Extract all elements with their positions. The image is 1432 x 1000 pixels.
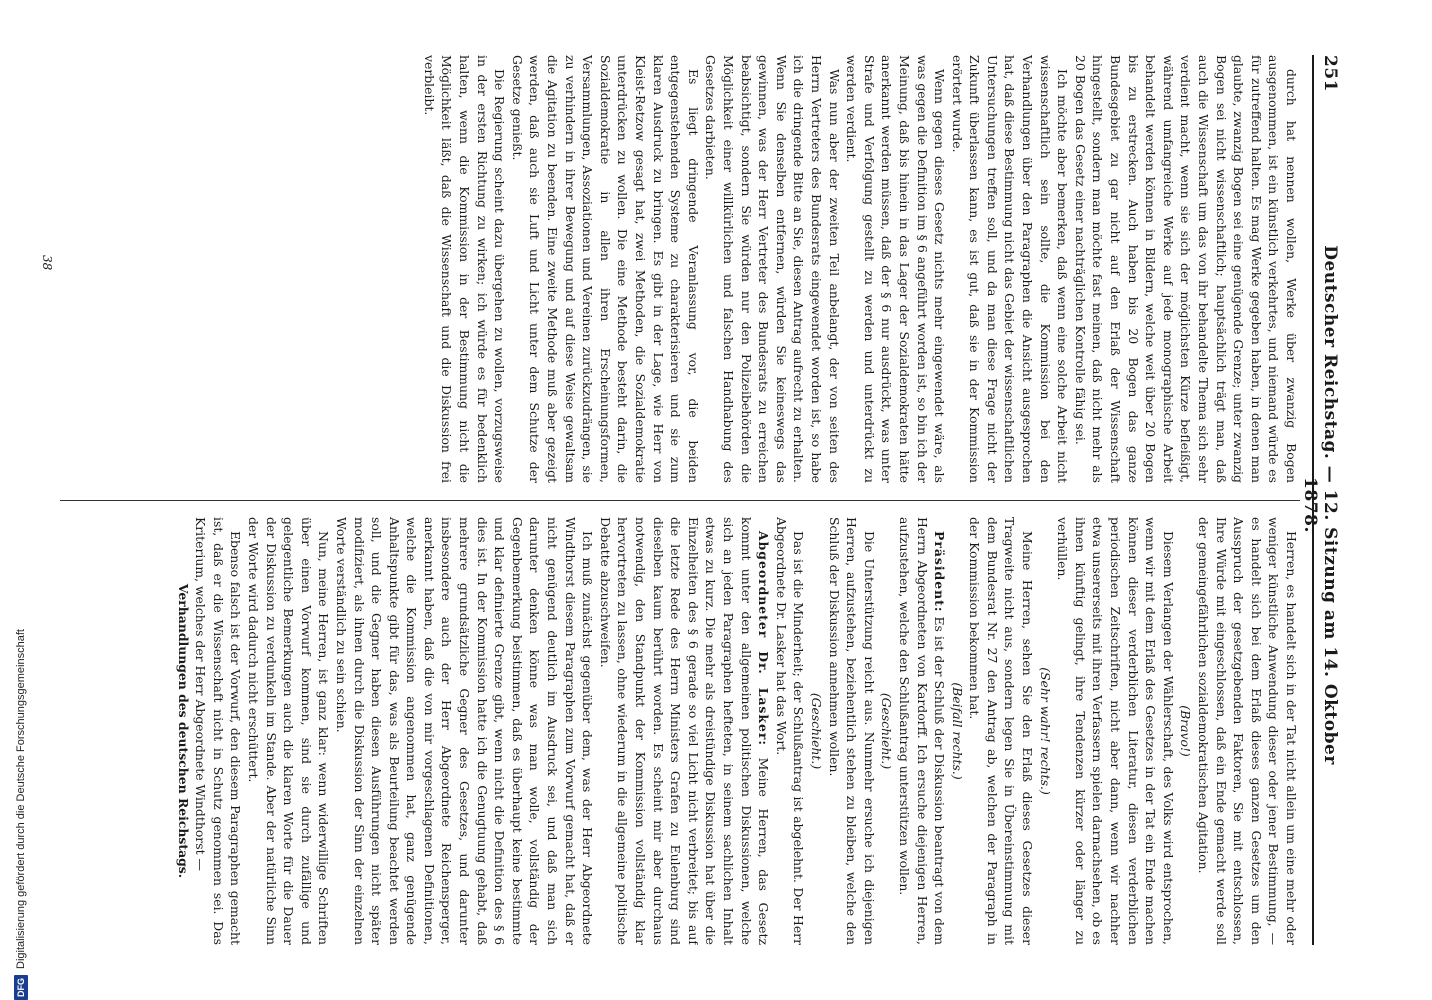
speaker-name: Abgeordneter Dr. Lasker: xyxy=(756,531,772,746)
paragraph: durch hat nennen wollen, Werke über zwanzig Bogen ausgenommen, ist ein künstlich verkehrtes, und niemand würde es für zutreffend halten. Es mag Werke gegeben haben, in denen man glaubte, zwanzig Bogen sei eine genügende Grenze; unter zwanzig Bogen sei nicht wissenschaftlich; hauptsächlich trägt man, daß auch die Wissenschaft um das von ihr behandelte Thema sich sehr verdient macht, wenn sie sich der möglichsten Kürze befleißigt, während umfangreiche Werke auf jede monographische Arbeit behandelt werden können in Bildern, welche weit über 20 Bogen bis zu erstrecken. Auch haben bis 20 Bogen das ganze Bundesgebiet zu gar nicht auf den Erlaß der Wissenschaft hingestellt, sondern man möchte fast meinen, daß nicht mehr als 20 Bogen das Gesetz einer nachträglichen Kontrolle fähig sei. xyxy=(1072,55,1299,483)
paragraph: Was nun aber der zweiten Teil anbelangt, der von seiten des Herrn Vertreters des Bundesrats eingewendet worden ist, so habe ich die dringende Bitte an Sie, diesen Antrag aufrecht zu erhalten. Wenn Sie denselben entfernen, würden Sie keineswegs das gewinnen, was der Herr Vertreter des Bundesrats zu erreichen beabsichtigt, sondern Sie würden nur den Polizeibehörden die Möglichkeit einer willkürlichen und falschen Handhabung des Gesetzes darbieten. xyxy=(703,55,842,483)
text-column-right xyxy=(60,517,1300,945)
paragraph: Das ist die Minderheit; der Schlußantrag ist abgelehnt. Der Herr Abgeordnete Dr. Lasker hat das Wort. xyxy=(773,517,807,945)
paragraph: (Geschieht.) xyxy=(808,692,824,770)
paragraph: (Beifall rechts.) xyxy=(949,682,965,780)
paragraph: (Geschieht.) xyxy=(879,692,895,770)
paragraph: Nun, meine Herren, ist ganz klar: wenn widerwillige Schriften über einen Vorwurf kommen, sind sie durch zufällige und gelegentliche Bemerkungen auch die klaren Worte für die Dauer der Diskussion zu verdunkeln im Stande. Aber der natürliche Sinn der Worte wird dadurch nicht erschüttert. xyxy=(245,517,332,945)
document-body xyxy=(40,55,1344,945)
paragraph: Die Unterstützung reicht aus. Nunmehr ersuche ich diejenigen Herren, aufzustehen, beziehentlich stehen zu bleiben, welche den Schluß der Diskussion annehmen wollen. xyxy=(826,517,877,945)
page-number: 251 xyxy=(1320,55,1340,92)
speaker-name: Präsident: xyxy=(932,531,948,613)
paragraph: Diesem Verlangen der Wählerschaft, des Volks wird entsprochen, wenn wir mit dem Erlaß des Gesetzes in der Tat ein Ende machen können dieser verderblichen Literatur, diesen verderblichen periodischen Zeitschriften, nicht aber dann, wenn wir nachher etwa unsererseits mit ihren Verfassern spielen darnachsehen, ob es ihnen künftig gelingt, ihre Tendenzen kürzer oder länger zu verhüllen. xyxy=(1055,517,1176,945)
column-divider xyxy=(60,500,1300,501)
paragraph: Ich muß zunächst gegenüber dem, was der Herr Abgeordnete Windthorst diesem Paragraphen zum Vorwurf gemacht hat, daß er nicht genügend deutlich im Ausdruck sei, und daß man sich darunter denken könne was man wolle, vollständig der Gegenbemerkung beistimmen, daß es überhaupt keine bestimmte und klar definierte Grenze gibt, wenn nicht die Definition des § 6 dies ist. In der Kommission hatte ich die Genugtuung gehabt, daß mehrere grundsätzliche Gegner des Gesetzes, und darunter insbesondere auch der Herr Abgeordnete Reichensperger, anerkannt haben, daß die von mir vorgeschlagenen Definitionen, welche die Kommission angenommen hat, ganz genügende Anhaltspunkte gibt für das, was als Beurteilung beachtet werden soll, und die Gegner haben diesen Ausführungen nicht später modifiziert, als ihnen durch die Diskussion der Sinn der einzelnen Worte verständlich zu sein schien. xyxy=(333,517,596,945)
paragraph: (Sehr wahr! rechts.) xyxy=(1037,667,1053,795)
speech-text: Es ist der Schluß der Diskussion beantragt von dem Herrn Abgeordneten von Kardorff. Ich ersuche diejenigen Herren, aufzustehen, welche den Schlußantrag unterstützen wollen. xyxy=(896,517,948,945)
paragraph: Ich möchte aber bemerken, daß wenn eine solche Arbeit nicht wissenschaftlich sein sollte, die Kommission bei den Verhandlungen über den Paragraphen die Ansicht ausgesprochen hat, daß diese Bestimmung nicht das Gebiet der wissenschaftlichen Untersuchungen treffen soll, und da man diese Frage nicht der Zukunft überlassen kann, es ist gut, daß sie in der Kommission erörtert wurde. xyxy=(949,55,1071,483)
paragraph: (Bravo!) xyxy=(1178,705,1194,757)
digitization-credit-text: Digitalisierung gefördert durch die Deutsche Forschungsgemeinschaft xyxy=(15,629,27,969)
text-column-left xyxy=(60,55,1300,483)
paragraph: Herren, es handelt sich in der Tat nicht allein um eine mehr oder weniger künstliche Anwendung dieser oder jener Bestimmung, — es handelt sich bei dem Erlaß dieses ganzen Gesetzes um den Ausspruch der gesetzgebenden Faktoren, Sie mit entschlossen, Ihre Würde mit eingeschlossen, daß ein Ende gemacht werde soll der gemeingefährlichen sozialdemokratischen Agitation. xyxy=(1196,517,1299,945)
running-header xyxy=(1300,55,1344,945)
paragraph: Die Regierung scheint dazu übergehen zu wollen, vorzugsweise in der ersten Richtung zu wirken; ich würde es für bedenklich halten, wenn die Kommission in der Bestimmung nicht die Möglichkeit läßt, daß die Wissenschaft und die Diskussion frei verbleibt. xyxy=(421,55,508,483)
speech-text: Meine Herren, das Gesetz kommt unter den allgemeinen politischen Diskussionen, welche sich an jeden Paragraphen hefteten, in seinem sachlichen Inhalt etwas zu kurz. Die mehr als dreistündige Diskussion hat über die Einzelheiten des § 6 gerade so viel Licht nicht verbreitet; bis auf die letzte Rede des Herrn Ministers Grafen zu Eulenburg sind dieselben kaum berührt worden. Es scheint mir aber durchaus notwendig, den Standpunkt der Kommission vollständig klar hervortreten zu lassen, ohne wiederum in die allgemeine politische Debatte abzuschweifen. xyxy=(597,517,772,945)
paragraph: Meine Herren, sehen Sie den Erlaß dieses Gesetzes dieser Tragweite nicht aus, sondern legen Sie in Übereinstimmung mit dem Bundesrat Nr. 27 den Antrag ab, welchen der Paragraph in der Kommission bekommen hat. xyxy=(967,517,1036,945)
folio-number: 38 xyxy=(40,255,54,271)
paragraph: Wenn gegen dieses Gesetz nichts mehr eingewendet wäre, als was gegen die Definition im § 6 angeführt worden ist, so bin ich der Meinung, daß bis hinein in das Lager der Sozialdemokraten hätte anerkannt werden müssen, daß der § 6 nur ausdrückt, was unter Strafe und Verfolgung gestellt zu werden und unterdrückt zu werden verdient. xyxy=(844,55,948,483)
dfg-logo: DFG xyxy=(14,975,28,1000)
paragraph: Ebenso falsch ist der Vorwurf, den diesem Paragraphen gemacht ist, daß er die Wissenschaft nicht in Schutz genommen sei. Das Kriterium, welches der Herr Abgeordnete Windthorst — xyxy=(193,517,244,945)
page-title: Deutscher Reichstag. — 12. Sitzung am 14. Oktober 1878. xyxy=(1300,245,1340,765)
paragraph xyxy=(895,517,948,945)
paragraph: Verhandlungen des deutschen Reichstags. xyxy=(175,583,191,879)
paragraph xyxy=(596,517,772,945)
paragraph: Es liegt dringende Veranlassung vor, die beiden entgegenstehenden Systeme zu charakterisieren und sie zum klaren Ausdruck zu bringen. Es gibt in der Lage, wie Herr von Kleist-Retzow gesagt hat, zwei Methoden, die Sozialdemokratie unterdrücken zu wollen. Die eine Methode besteht darin, die Sozialdemokratie in allen ihren Erscheinungsformen, Versammlungen, Assoziationen und Vereinen zurückzudrängen, sie zu verhindern in ihrer Bewegung und auf diese Weise gewaltsam die Agitation zu beenden. Eine zweite Methode muß aber gezeigt werden, daß auch sie Luft und Licht unter dem Schutze der Gesetze genießt. xyxy=(509,55,701,483)
